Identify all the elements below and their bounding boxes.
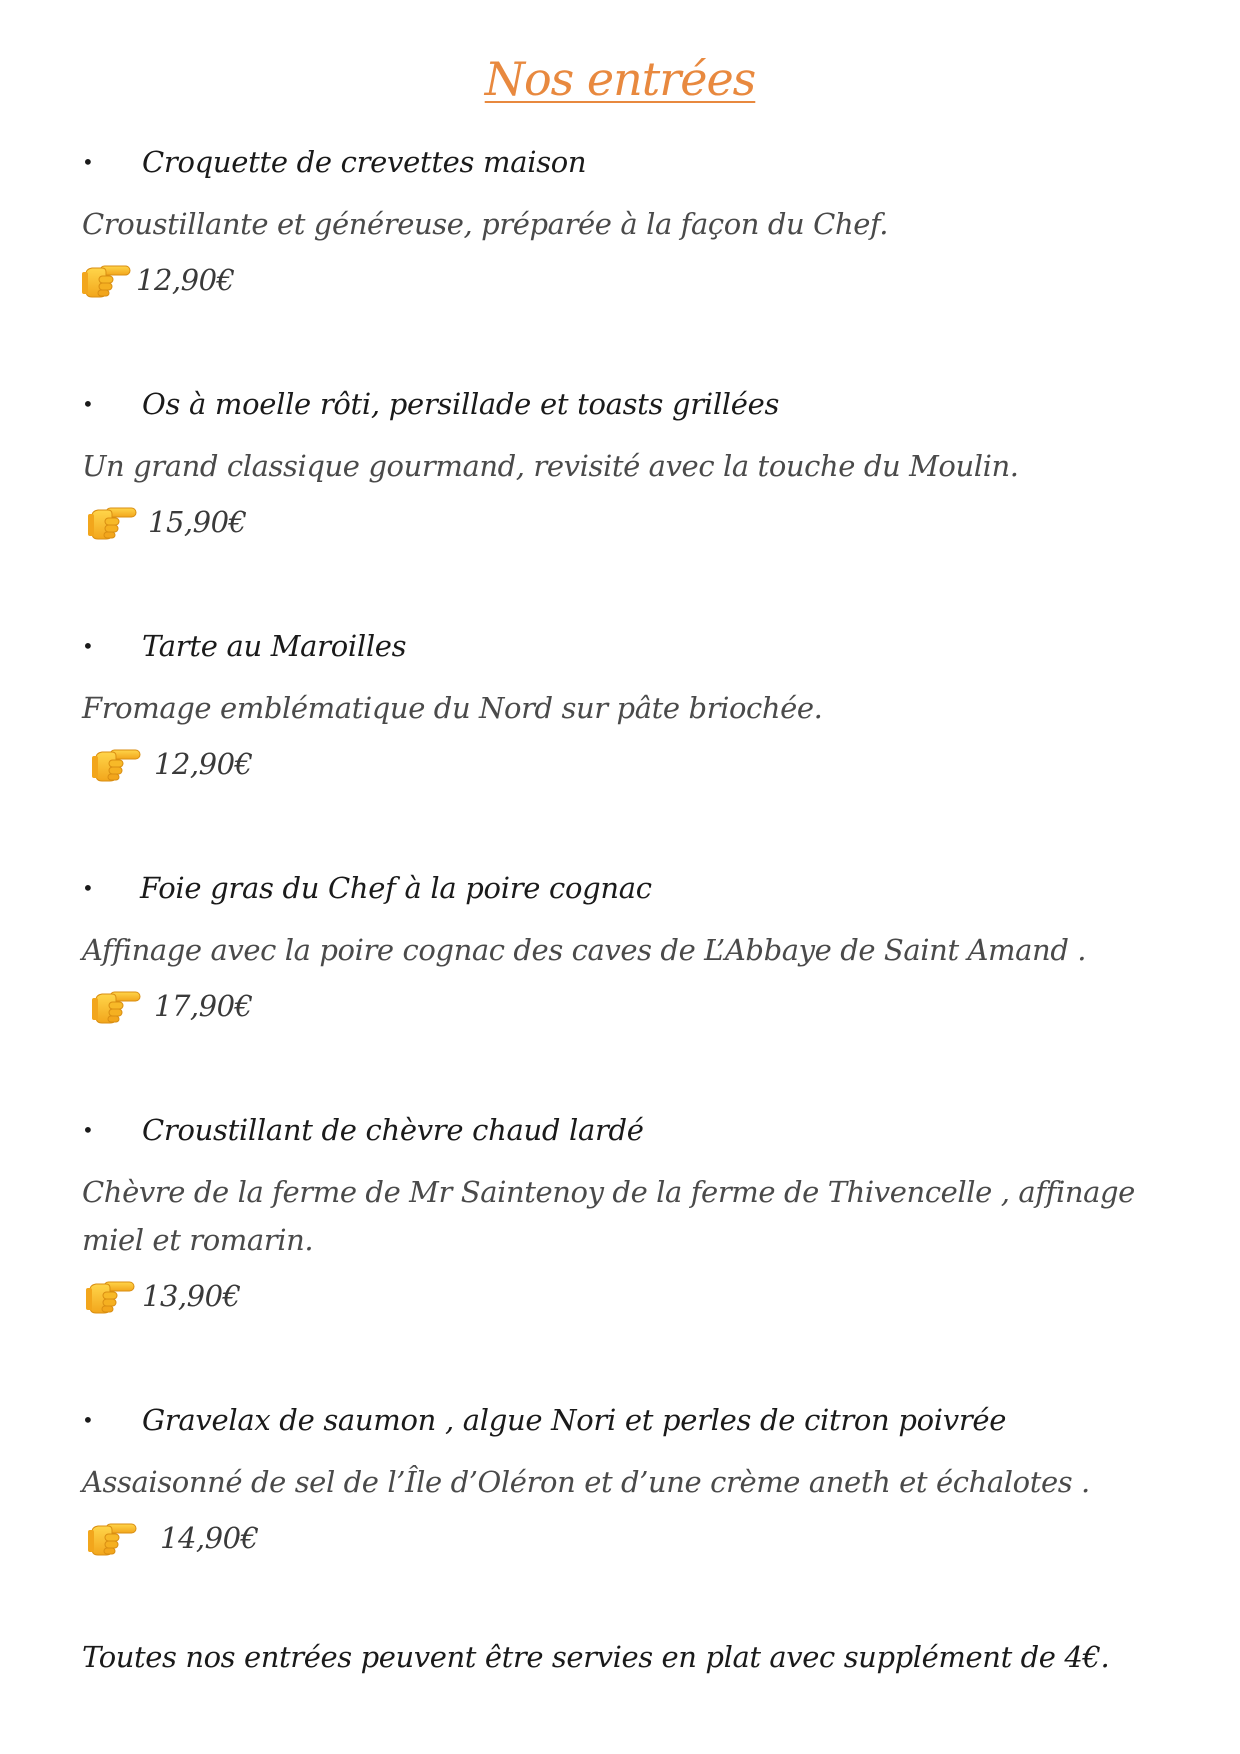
menu-item-name-text: Croustillant de chèvre chaud lardé — [142, 1113, 644, 1147]
menu-item-description: Affinage avec la poire cognac des caves de L’Abbaye de Saint Amand . — [82, 933, 1087, 967]
menu-item-name-text: Foie gras du Chef à la poire cognac — [140, 871, 652, 905]
menu-item-price-row — [82, 498, 1182, 548]
menu-item-price: 14,90€ — [160, 1521, 259, 1555]
menu-item-description: Croustillante et généreuse, préparée à la façon du Chef. — [82, 207, 889, 241]
menu-item-description: Assaisonné de sel de l’Île d’Oléron et d’une crème aneth et échalotes . — [82, 1465, 1090, 1499]
pointing-hand-icon — [86, 1276, 136, 1316]
menu-item-name-text: Tarte au Maroilles — [142, 629, 407, 663]
pointing-hand-icon — [88, 502, 138, 542]
bullet: • — [82, 150, 94, 174]
menu-item-name — [82, 1400, 1182, 1440]
menu-item-name — [82, 626, 1182, 666]
page-title: Nos entrées — [484, 52, 756, 106]
menu-item-price-row — [82, 1514, 1182, 1564]
pointing-hand-icon — [92, 986, 142, 1026]
menu-item-price: 13,90€ — [142, 1279, 241, 1313]
menu-item-price: 12,90€ — [154, 747, 253, 781]
menu-item-price: 17,90€ — [154, 989, 253, 1023]
bullet: • — [82, 876, 94, 900]
menu-item — [82, 142, 1182, 306]
menu-item-price-row — [82, 982, 1182, 1032]
menu-item — [82, 384, 1182, 548]
pointing-hand-icon — [88, 1518, 138, 1558]
bullet: • — [82, 1118, 94, 1142]
menu-item — [82, 626, 1182, 790]
menu-item-name-text: Croquette de crevettes maison — [142, 145, 587, 179]
menu-item-price: 15,90€ — [148, 505, 247, 539]
menu-item-price-row — [82, 1272, 1182, 1322]
menu-item-name-text: Os à moelle rôti, persillade et toasts grillées — [142, 387, 780, 421]
menu-item — [82, 1400, 1182, 1564]
menu-item-name — [82, 142, 1182, 182]
menu-item-price-row — [82, 256, 1182, 306]
pointing-hand-icon — [82, 260, 132, 300]
menu-item-price: 12,90€ — [136, 263, 235, 297]
menu-item-description: Un grand classique gourmand, revisité avec la touche du Moulin. — [82, 449, 1019, 483]
bullet: • — [82, 1408, 94, 1432]
bullet: • — [82, 634, 94, 658]
footer-note: Toutes nos entrées peuvent être servies en plat avec supplément de 4€. — [82, 1640, 1110, 1674]
menu-item-description: Chèvre de la ferme de Mr Saintenoy de la ferme de Thivencelle , affinage miel et romarin. — [82, 1175, 1135, 1257]
menu-item — [82, 868, 1182, 1032]
menu-item — [82, 1110, 1182, 1322]
menu-item-name — [82, 1110, 1182, 1150]
menu-item-name — [82, 868, 1182, 908]
menu-item-name-text: Gravelax de saumon , algue Nori et perles de citron poivrée — [142, 1403, 1007, 1437]
menu-item-name — [82, 384, 1182, 424]
menu-item-price-row — [82, 740, 1182, 790]
pointing-hand-icon — [92, 744, 142, 784]
menu-item-description: Fromage emblématique du Nord sur pâte briochée. — [82, 691, 823, 725]
bullet: • — [82, 392, 94, 416]
